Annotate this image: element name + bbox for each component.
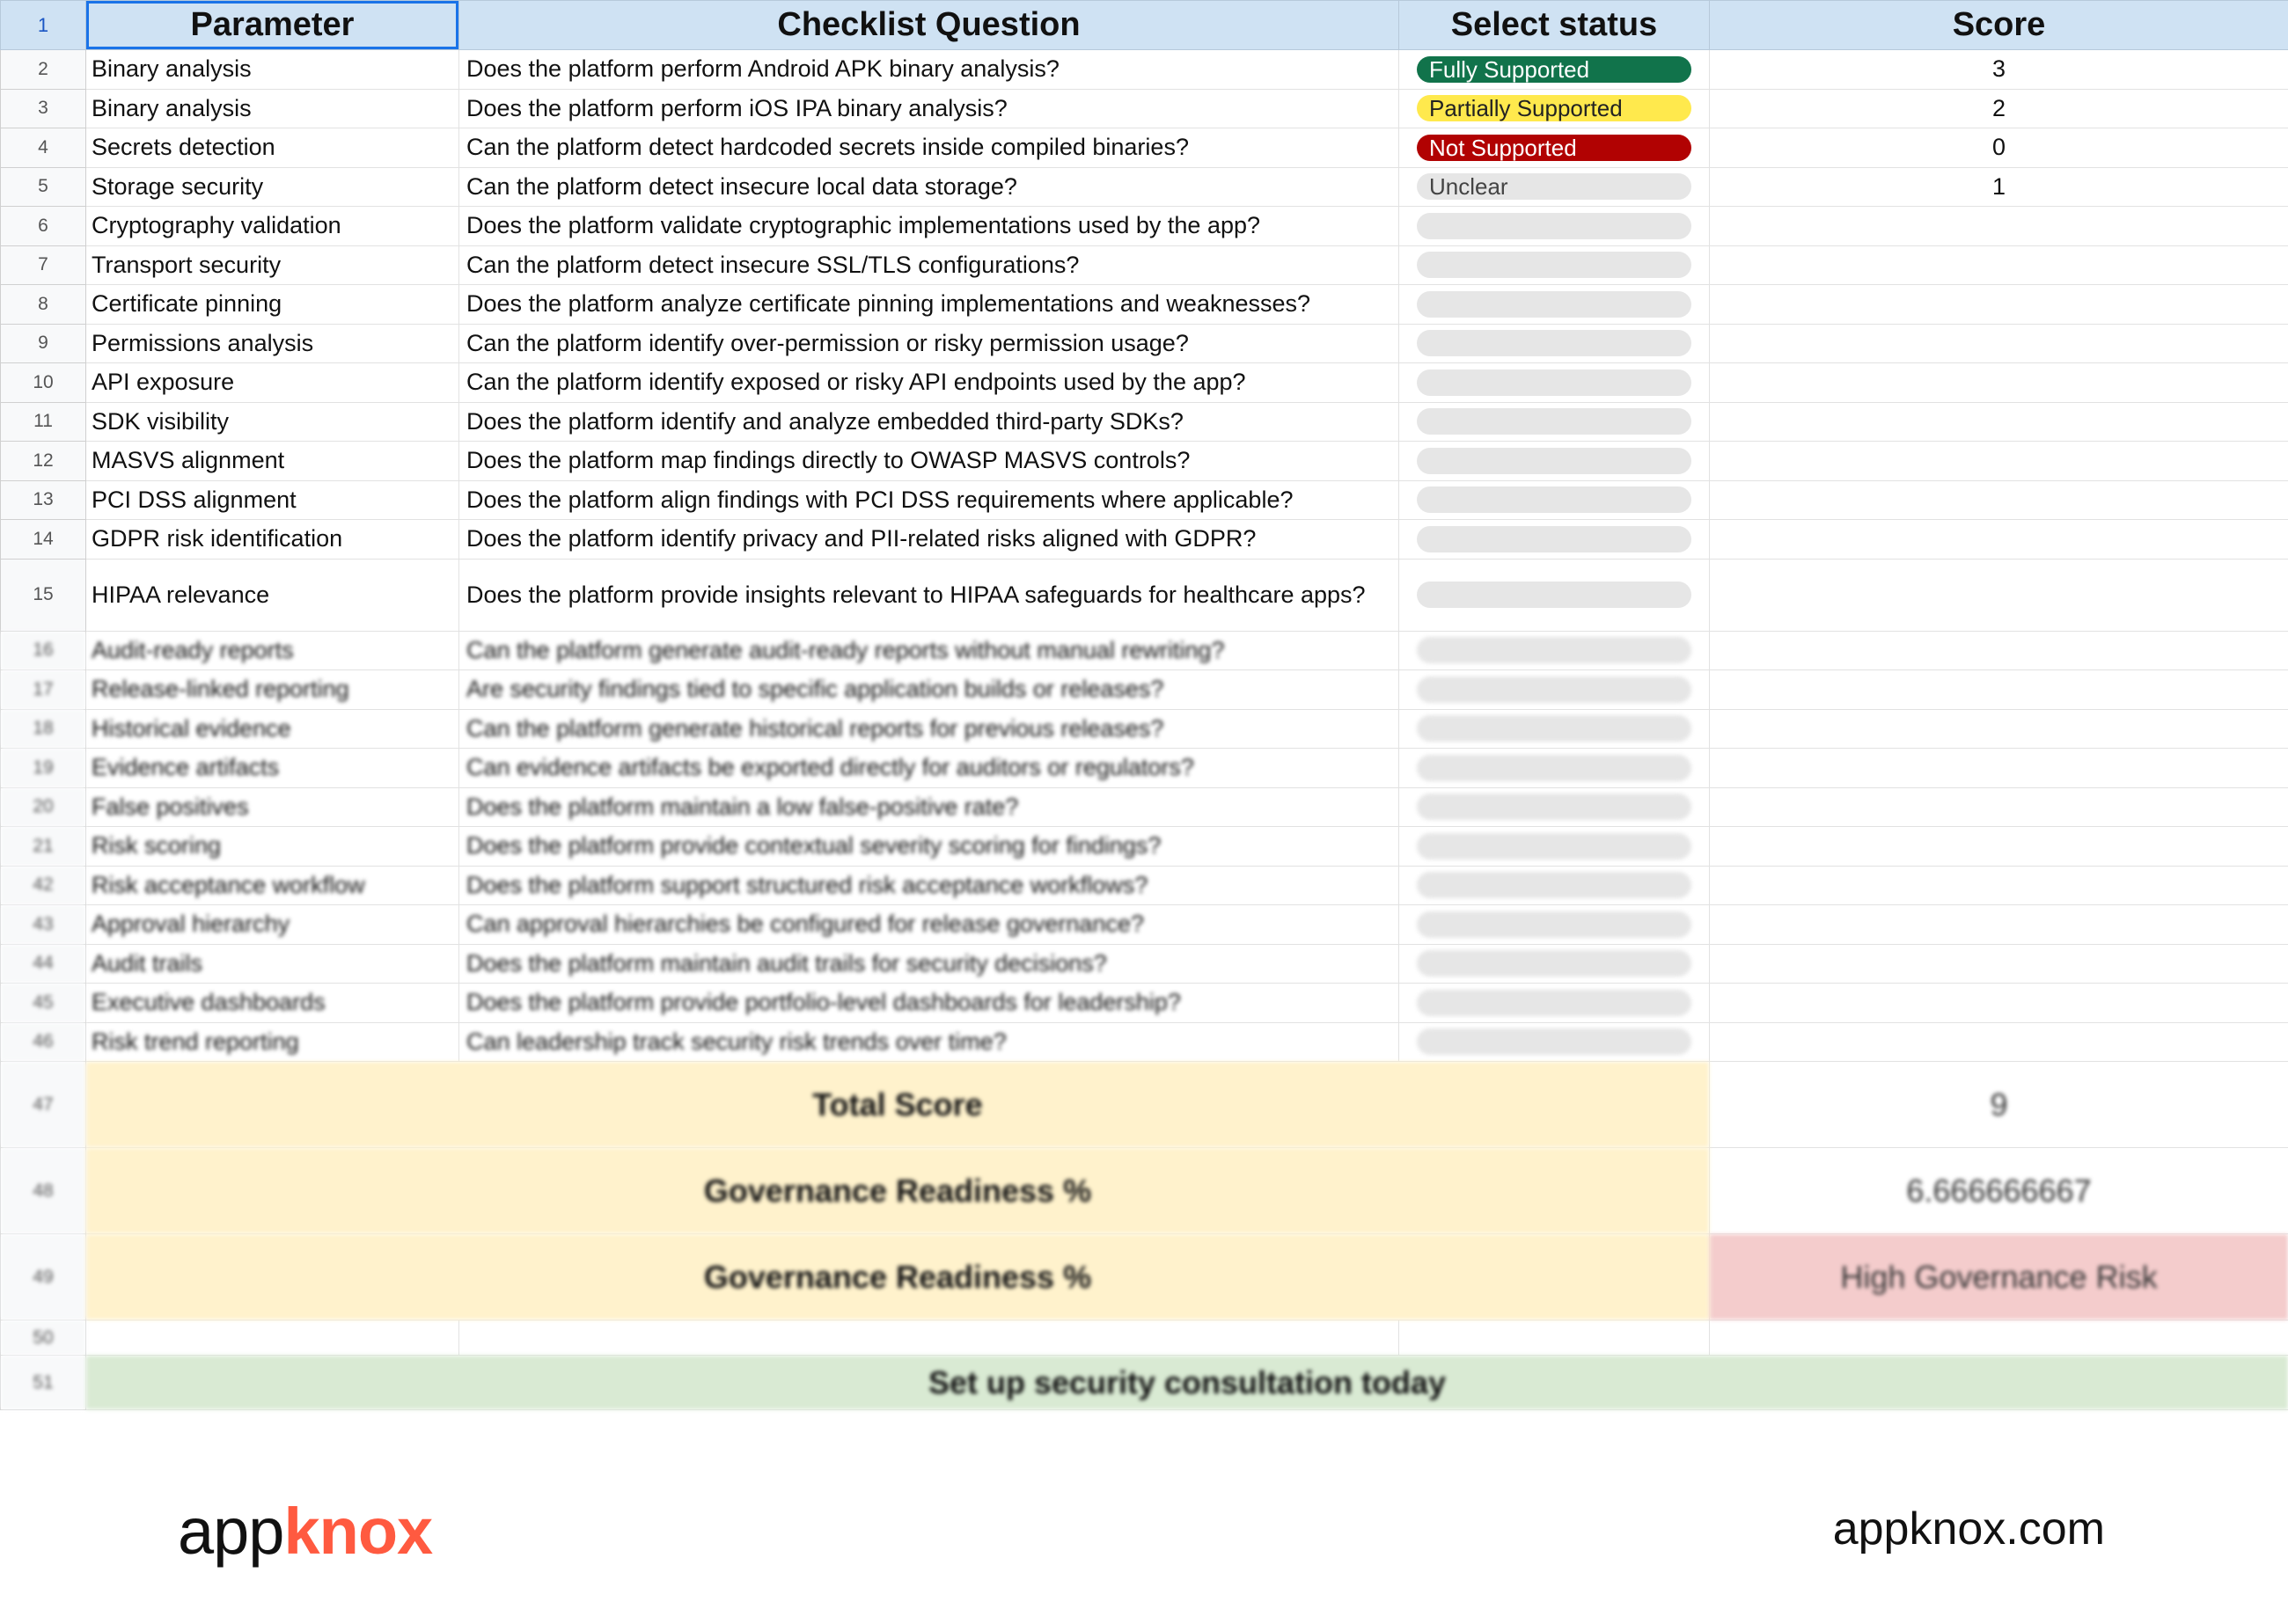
parameter-cell[interactable]: Permissions analysis [86,324,459,363]
status-dropdown-chip[interactable] [1417,582,1691,608]
row-number[interactable]: 12 [1,442,86,481]
status-dropdown-chip[interactable] [1417,911,1691,938]
summary-value[interactable]: 6.666666667 [1710,1148,2288,1234]
row-number[interactable]: 7 [1,245,86,285]
table-row [1,363,2288,403]
parameter-cell[interactable]: PCI DSS alignment [86,480,459,520]
table-row [1,89,2288,128]
website-url[interactable]: appknox.com [1832,1503,2105,1555]
summary-value[interactable]: 9 [1710,1062,2288,1148]
row-number[interactable]: 21 [1,827,86,867]
table-row [1,324,2288,363]
question-cell[interactable]: Are security findings tied to specific application builds or releases? [459,670,1399,710]
question-cell[interactable]: Does the platform maintain a low false-positive rate? [459,787,1399,827]
empty-cell[interactable] [1399,1320,1710,1356]
parameter-cell[interactable]: SDK visibility [86,402,459,442]
parameter-cell[interactable]: Secrets detection [86,128,459,168]
status-cell[interactable] [1399,442,1710,481]
status-dropdown-chip[interactable] [1417,369,1691,396]
table-row [1,1022,2288,1062]
row-number[interactable]: 18 [1,709,86,749]
question-cell[interactable]: Can approval hierarchies be configured for release governance? [459,905,1399,945]
score-cell[interactable] [1710,207,2288,246]
score-cell[interactable]: 2 [1710,89,2288,128]
question-cell[interactable]: Can the platform identify over-permission or risky permission usage? [459,324,1399,363]
status-dropdown-chip[interactable] [1417,1028,1691,1055]
parameter-cell[interactable]: False positives [86,787,459,827]
footer [0,1425,2288,1624]
score-cell[interactable] [1710,944,2288,984]
table-row [1,50,2288,90]
row-number[interactable]: 17 [1,670,86,710]
table-row [1,167,2288,207]
consultation-cta[interactable]: Set up security consultation today [86,1356,2288,1410]
status-cell[interactable] [1399,787,1710,827]
empty-cell[interactable] [1710,1320,2288,1356]
parameter-cell[interactable]: API exposure [86,363,459,403]
parameter-cell[interactable]: Audit trails [86,944,459,984]
status-cell[interactable] [1399,749,1710,788]
table-row [1,559,2288,631]
status-dropdown-chip[interactable] [1417,755,1691,781]
status-cell[interactable] [1399,128,1710,168]
status-cell[interactable] [1399,984,1710,1023]
question-cell[interactable]: Does the platform analyze certificate pinning implementations and weaknesses? [459,285,1399,325]
parameter-cell[interactable]: Executive dashboards [86,984,459,1023]
question-cell[interactable]: Does the platform align findings with PCI DSS requirements where applicable? [459,480,1399,520]
status-dropdown-chip[interactable] [1417,950,1691,977]
row-number[interactable]: 45 [1,984,86,1023]
row-number[interactable]: 4 [1,128,86,168]
score-cell[interactable] [1710,631,2288,670]
status-cell[interactable] [1399,670,1710,710]
header-parameter[interactable]: Parameter [86,1,459,50]
status-dropdown-chip[interactable] [1417,213,1691,239]
status-dropdown-chip[interactable] [1417,990,1691,1016]
table-row [1,480,2288,520]
status-cell[interactable] [1399,324,1710,363]
status-dropdown-chip[interactable] [1417,408,1691,435]
status-dropdown-chip[interactable] [1417,448,1691,474]
status-dropdown-chip[interactable]: Unclear [1417,173,1691,200]
score-cell[interactable]: 0 [1710,128,2288,168]
blank-row [1,1320,2288,1356]
question-cell[interactable]: Does the platform provide portfolio-level dashboards for leadership? [459,984,1399,1023]
parameter-cell[interactable]: GDPR risk identification [86,520,459,560]
row-number[interactable]: 16 [1,631,86,670]
parameter-cell[interactable]: Risk acceptance workflow [86,866,459,905]
question-cell[interactable]: Can the platform generate historical reports for previous releases? [459,709,1399,749]
question-cell[interactable]: Does the platform provide contextual severity scoring for findings? [459,827,1399,867]
question-cell[interactable]: Does the platform identify privacy and PII-related risks aligned with GDPR? [459,520,1399,560]
question-cell[interactable]: Can the platform identify exposed or risky API endpoints used by the app? [459,363,1399,403]
score-cell[interactable] [1710,559,2288,631]
empty-cell[interactable] [86,1320,459,1356]
score-cell[interactable] [1710,670,2288,710]
score-cell[interactable]: 1 [1710,167,2288,207]
parameter-cell[interactable]: Storage security [86,167,459,207]
summary-label: Governance Readiness % [86,1234,1710,1320]
row-number[interactable]: 49 [1,1234,86,1320]
status-cell[interactable] [1399,167,1710,207]
parameter-cell[interactable]: Certificate pinning [86,285,459,325]
status-dropdown-chip[interactable] [1417,526,1691,552]
header-question[interactable]: Checklist Question [459,1,1399,50]
row-number[interactable]: 43 [1,905,86,945]
summary-label: Total Score [86,1062,1710,1148]
question-cell[interactable]: Does the platform map findings directly to OWASP MASVS controls? [459,442,1399,481]
status-dropdown-chip[interactable] [1417,637,1691,663]
status-cell[interactable] [1399,866,1710,905]
question-cell[interactable]: Does the platform provide insights relevant to HIPAA safeguards for healthcare apps? [459,559,1399,631]
parameter-cell[interactable]: Approval hierarchy [86,905,459,945]
summary-value[interactable]: High Governance Risk [1710,1234,2288,1320]
row-number[interactable]: 6 [1,207,86,246]
status-cell[interactable] [1399,1022,1710,1062]
score-cell[interactable] [1710,520,2288,560]
row-number[interactable]: 48 [1,1148,86,1234]
status-dropdown-chip[interactable]: Partially Supported [1417,95,1691,121]
summary-row [1,1062,2288,1148]
parameter-cell[interactable]: Transport security [86,245,459,285]
table-row [1,787,2288,827]
parameter-cell[interactable]: Binary analysis [86,50,459,90]
row-number[interactable]: 11 [1,402,86,442]
summary-row [1,1234,2288,1320]
table-row [1,827,2288,867]
header-status[interactable]: Select status [1399,1,1710,50]
status-cell[interactable] [1399,520,1710,560]
score-cell[interactable] [1710,984,2288,1023]
parameter-cell[interactable]: Risk scoring [86,827,459,867]
question-cell[interactable]: Can the platform generate audit-ready reports without manual rewriting? [459,631,1399,670]
parameter-cell[interactable]: Cryptography validation [86,207,459,246]
parameter-cell[interactable]: Historical evidence [86,709,459,749]
cta-row [1,1356,2288,1410]
table-row [1,984,2288,1023]
table-row [1,749,2288,788]
row-number[interactable]: 14 [1,520,86,560]
score-cell[interactable] [1710,324,2288,363]
status-cell[interactable] [1399,559,1710,631]
question-cell[interactable]: Does the platform support structured risk acceptance workflows? [459,866,1399,905]
table-row [1,866,2288,905]
score-cell[interactable] [1710,480,2288,520]
status-cell[interactable] [1399,709,1710,749]
score-cell[interactable] [1710,905,2288,945]
summary-label: Governance Readiness % [86,1148,1710,1234]
header-row [1,1,2288,50]
status-dropdown-chip[interactable] [1417,291,1691,318]
score-cell[interactable] [1710,363,2288,403]
question-cell[interactable]: Does the platform perform Android APK binary analysis? [459,50,1399,90]
table-row [1,285,2288,325]
question-cell[interactable]: Does the platform perform iOS IPA binary analysis? [459,89,1399,128]
score-cell[interactable] [1710,245,2288,285]
parameter-cell[interactable]: Binary analysis [86,89,459,128]
status-dropdown-chip[interactable] [1417,715,1691,742]
status-cell[interactable] [1399,631,1710,670]
parameter-cell[interactable]: Risk trend reporting [86,1022,459,1062]
row-number[interactable]: 2 [1,50,86,90]
status-dropdown-chip[interactable] [1417,252,1691,278]
row-number[interactable]: 8 [1,285,86,325]
question-cell[interactable]: Can the platform detect insecure SSL/TLS configurations? [459,245,1399,285]
status-cell[interactable] [1399,944,1710,984]
status-dropdown-chip[interactable] [1417,872,1691,898]
status-dropdown-chip[interactable]: Not Supported [1417,135,1691,161]
question-cell[interactable]: Can evidence artifacts be exported directly for auditors or regulators? [459,749,1399,788]
row-number[interactable]: 44 [1,944,86,984]
question-cell[interactable]: Does the platform validate cryptographic implementations used by the app? [459,207,1399,246]
status-cell[interactable] [1399,285,1710,325]
status-cell[interactable] [1399,89,1710,128]
table-row [1,442,2288,481]
table-row [1,245,2288,285]
row-number[interactable]: 19 [1,749,86,788]
score-cell[interactable] [1710,787,2288,827]
status-cell[interactable] [1399,245,1710,285]
parameter-cell[interactable]: Audit-ready reports [86,631,459,670]
score-cell[interactable] [1710,827,2288,867]
table-row [1,709,2288,749]
status-dropdown-chip[interactable] [1417,486,1691,513]
score-cell[interactable] [1710,285,2288,325]
row-number[interactable]: 20 [1,787,86,827]
table-row [1,207,2288,246]
empty-cell[interactable] [459,1320,1399,1356]
score-cell[interactable] [1710,1022,2288,1062]
score-cell[interactable] [1710,709,2288,749]
table-row [1,905,2288,945]
status-dropdown-chip[interactable] [1417,330,1691,356]
question-cell[interactable]: Can the platform detect hardcoded secrets inside compiled binaries? [459,128,1399,168]
status-cell[interactable] [1399,363,1710,403]
score-cell[interactable] [1710,402,2288,442]
status-cell[interactable] [1399,905,1710,945]
status-cell[interactable] [1399,827,1710,867]
question-cell[interactable]: Does the platform identify and analyze embedded third-party SDKs? [459,402,1399,442]
header-score[interactable]: Score [1710,1,2288,50]
row-number[interactable]: 10 [1,363,86,403]
table-row [1,670,2288,710]
status-cell[interactable] [1399,402,1710,442]
row-number[interactable]: 46 [1,1022,86,1062]
score-cell[interactable]: 3 [1710,50,2288,90]
score-cell[interactable] [1710,749,2288,788]
score-cell[interactable] [1710,442,2288,481]
parameter-cell[interactable]: MASVS alignment [86,442,459,481]
parameter-cell[interactable]: Release-linked reporting [86,670,459,710]
question-cell[interactable]: Can the platform detect insecure local data storage? [459,167,1399,207]
row-number[interactable]: 51 [1,1356,86,1410]
status-cell[interactable] [1399,207,1710,246]
table-row [1,631,2288,670]
status-dropdown-chip[interactable] [1417,794,1691,820]
question-cell[interactable]: Does the platform maintain audit trails for security decisions? [459,944,1399,984]
appknox-logo: appknox [178,1495,433,1568]
status-cell[interactable] [1399,50,1710,90]
row-number[interactable]: 15 [1,559,86,631]
status-dropdown-chip[interactable] [1417,833,1691,860]
status-dropdown-chip[interactable]: Fully Supported [1417,56,1691,83]
table-row [1,520,2288,560]
question-cell[interactable]: Can leadership track security risk trends over time? [459,1022,1399,1062]
row-number[interactable]: 50 [1,1320,86,1356]
row-number[interactable]: 9 [1,324,86,363]
summary-row [1,1148,2288,1234]
score-cell[interactable] [1710,866,2288,905]
row-number[interactable]: 1 [1,1,86,50]
row-number[interactable]: 47 [1,1062,86,1148]
table-row [1,128,2288,168]
parameter-cell[interactable]: HIPAA relevance [86,559,459,631]
row-number[interactable]: 42 [1,866,86,905]
row-number[interactable]: 13 [1,480,86,520]
row-number[interactable]: 3 [1,89,86,128]
row-number[interactable]: 5 [1,167,86,207]
status-dropdown-chip[interactable] [1417,677,1691,703]
table-row [1,402,2288,442]
status-cell[interactable] [1399,480,1710,520]
parameter-cell[interactable]: Evidence artifacts [86,749,459,788]
table-row [1,944,2288,984]
